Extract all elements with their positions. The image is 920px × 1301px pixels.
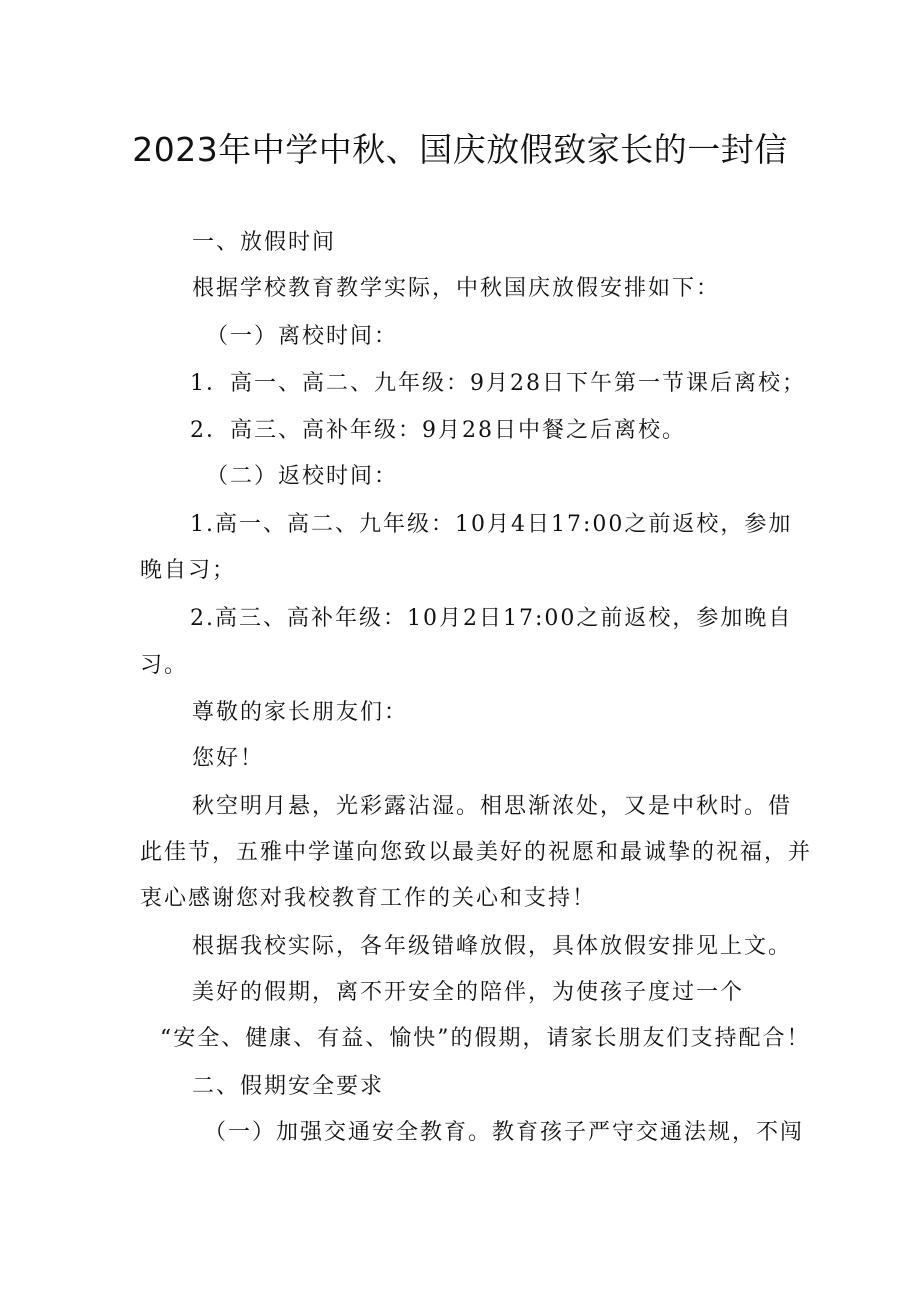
- paragraph-line: 习。: [140, 653, 189, 678]
- document-title: 2023年中学中秋、国庆放假致家长的一封信: [132, 130, 788, 169]
- paragraph-line: 衷心感谢您对我校教育工作的关心和支持！: [140, 886, 597, 911]
- subheading-departure-time: （一）离校时间：: [206, 324, 399, 349]
- paragraph-line: 此佳节，五雅中学谨向您致以最美好的祝愿和最诚挚的祝福，并: [140, 840, 813, 865]
- paragraph-line: 2.高三、高补年级：10月2日17:00之前返校，参加晚自: [190, 606, 793, 631]
- paragraph-line: 秋空明月悬，光彩露沾湿。相思渐浓处，又是中秋时。借: [192, 794, 793, 819]
- greeting-salutation: 尊敬的家长朋友们：: [192, 700, 409, 725]
- subheading-return-time: （二）返校时间：: [206, 464, 399, 489]
- paragraph-line: 1.高一、高二、九年级：10月4日17:00之前返校，参加: [190, 512, 793, 537]
- paragraph-line: 根据学校教育教学实际，中秋国庆放假安排如下：: [192, 276, 721, 301]
- paragraph-line: 1．高一、高二、九年级：9月28日下午第一节课后离校；: [190, 371, 806, 396]
- paragraph-line: （一）加强交通安全教育。教育孩子严守交通法规，不闯: [204, 1120, 805, 1145]
- paragraph-line: “安全、健康、有益、愉快”的假期，请家长朋友们支持配合！: [160, 1026, 811, 1051]
- paragraph-line: 美好的假期，离不开安全的陪伴，为使孩子度过一个: [192, 980, 745, 1005]
- paragraph-line: 根据我校实际，各年级错峰放假，具体放假安排见上文。: [192, 934, 793, 959]
- paragraph-line: 晚自习；: [140, 558, 237, 583]
- greeting-hello: 您好！: [192, 746, 265, 771]
- section-heading-holiday-time: 一、放假时间: [192, 230, 337, 255]
- paragraph-line: 2．高三、高补年级：9月28日中餐之后离校。: [190, 418, 686, 443]
- section-heading-safety: 二、假期安全要求: [192, 1074, 385, 1099]
